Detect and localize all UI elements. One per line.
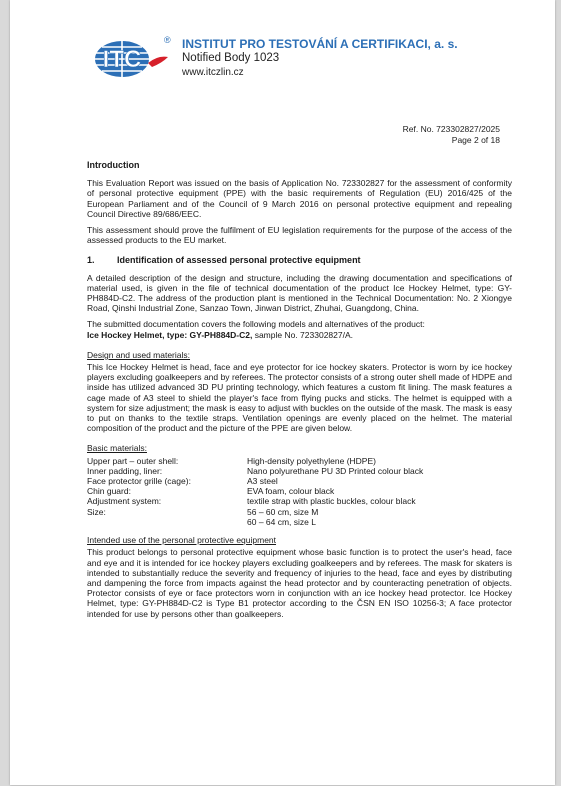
material-value: Nano polyurethane PU 3D Printed colour black <box>247 465 424 476</box>
material-row <box>87 466 512 476</box>
section-1-paragraph-2 <box>87 319 512 339</box>
page-number: Page 2 of 18 <box>451 135 500 145</box>
material-value: 56 – 60 cm, size M <box>247 506 319 517</box>
document-page <box>10 0 555 785</box>
intended-use-heading: Intended use of the personal protective equipment <box>87 535 277 546</box>
product-name: Ice Hockey Helmet, type: GY-PH884D-C2, <box>87 329 253 340</box>
section-title: Identification of assessed personal protective equipment <box>117 255 361 266</box>
material-key: Inner padding, liner: <box>87 465 163 476</box>
section-1-heading <box>87 255 512 265</box>
reference-number: Ref. No. 723302827/2025 <box>402 124 500 134</box>
introduction-paragraph-1: This Evaluation Report was issued on the basis of Application No. 723302827 for the assessment of conformity of personal protective equipment (PPE) with the basic requirements of Regulation (EU) 2016/425 of the European Parliament and of the Council of 9 March 2016 on personal protective equipment and repealing Council Directive 89/686/EEC. <box>87 178 512 219</box>
reference-block <box>403 124 500 146</box>
material-value: A3 steel <box>247 476 278 487</box>
material-row <box>87 496 512 506</box>
itc-globe-logo-graphic <box>88 33 178 83</box>
material-key <box>87 517 247 527</box>
material-value: textile strap with plastic buckles, colour black <box>247 496 416 507</box>
materials-heading: Basic materials: <box>87 443 147 454</box>
material-key: Upper part – outer shell: <box>87 455 179 466</box>
sample-number: sample No. 723302827/A. <box>252 329 353 340</box>
material-row <box>87 517 512 527</box>
material-key: Face protector grille (cage): <box>87 476 191 487</box>
section-number: 1. <box>87 255 95 266</box>
intended-use-paragraph: This product belongs to personal protective equipment whose basic function is to protect the user's head, face and eye and it is intended for ice hockey players excluding goalkeepers and by referees. The mask for skaters is intended to substantially reduce the severity and frequency of injuries to the head, face and eyes by distributing and dampening the force from impacts against the head protector and by counteracting penetration of objects. Protector consists of eye or face protectors worn in conjunction with an ice hockey head protector. Ice Hockey Helmet, type: GY-PH884D-C2 is Type B1 protector according to the ČSN EN ISO 10256-3; A face protector intended for use by persons other than goalkeepers. <box>87 547 512 619</box>
material-row <box>87 486 512 496</box>
introduction-paragraph-2: This assessment should prove the fulfilment of EU legislation requirements for the purpose of the access of the assessed products to the EU market. <box>87 225 512 246</box>
material-value: 60 – 64 cm, size L <box>247 516 316 527</box>
website-link[interactable]: www.itczlin.cz <box>182 67 244 78</box>
material-row <box>87 507 512 517</box>
material-row <box>87 476 512 486</box>
models-intro: The submitted documentation covers the following models and alternatives of the product: <box>87 319 425 330</box>
material-key: Chin guard: <box>87 486 131 497</box>
design-paragraph: This Ice Hockey Helmet is head, face and eye protector for ice hockey skaters. Protector is worn by ice hockey players excluding goalkeepers and by referees. The protector consists of a strong outer shell made of HDPE and inside has utilized advanced 3D PU printing technology, which features a custom fit lining. The mask features a cage made of A3 steel to shield the player's face from flying pucks and sticks. The helmet is equipped with a system for size adjustment; the mask is easy to adjust with buckles on the outside of the mask. The mask is easy to put on thanks to the textile straps. Ventilation openings are evenly placed on the helmet. The material composition of the product and the picture of the PPE are given below. <box>87 362 512 434</box>
spacer <box>87 527 512 535</box>
material-key: Adjustment system: <box>87 496 162 507</box>
section-1-paragraph-1: A detailed description of the design and structure, including the drawing documentation and specifications of material used, is given in the file of technical documentation of the product Ice Hockey Helmet, type: GY-PH884D-C2. The address of the production plant is mentioned in the Technical Documentation: No. 2 Xiongye Road, Qinshi Industrial Zone, Sanzao Town, Jinwan District, Zhuhai, Guangdong, China. <box>87 272 512 314</box>
itc-logo <box>88 33 178 83</box>
material-value: High-density polyethylene (HDPE) <box>247 455 376 466</box>
materials-list <box>87 456 512 527</box>
introduction-heading: Introduction <box>87 160 140 170</box>
notified-body: Notified Body 1023 <box>182 52 280 64</box>
design-heading: Design and used materials: <box>87 349 191 360</box>
svg-text:®: ® <box>164 35 171 45</box>
material-row <box>87 456 512 466</box>
svg-text:ITC: ITC <box>102 46 142 73</box>
material-key: Size: <box>87 506 106 517</box>
institute-name: INSTITUT PRO TESTOVÁNÍ A CERTIFIKACI, a. s. <box>182 37 458 51</box>
document-body <box>87 160 512 625</box>
material-value: EVA foam, colour black <box>247 486 335 497</box>
